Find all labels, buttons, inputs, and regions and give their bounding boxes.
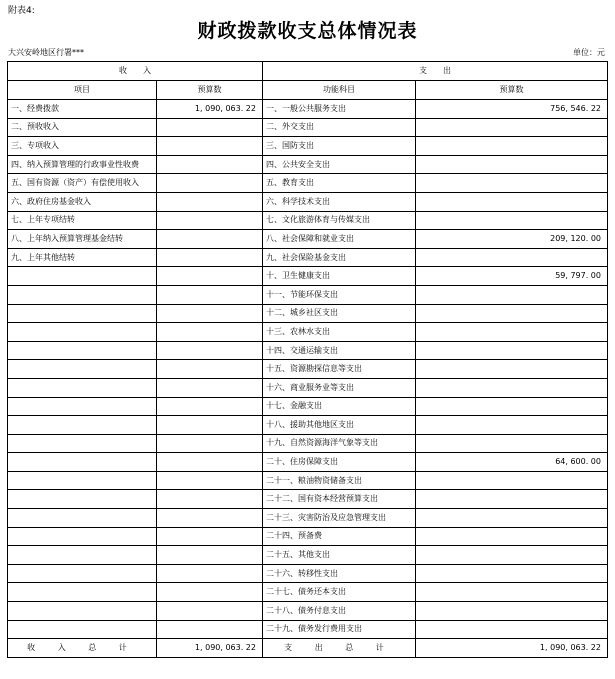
expense-item-cell: 二十一、粮油物资储备支出 (263, 471, 416, 490)
expense-item-cell: 十、卫生健康支出 (263, 267, 416, 286)
expense-total-value: 1, 090, 063. 22 (416, 639, 608, 658)
income-value-cell (157, 397, 263, 416)
income-item-cell: 六、政府住房基金收入 (8, 192, 157, 211)
income-item-cell (8, 602, 157, 621)
section-header-row (8, 62, 608, 81)
expense-value-cell (416, 397, 608, 416)
expense-item-cell: 四、公共安全支出 (263, 155, 416, 174)
expense-item-cell: 五、教育支出 (263, 174, 416, 193)
income-value-cell (157, 564, 263, 583)
income-item-cell: 二、预收收入 (8, 118, 157, 137)
budget-table (7, 61, 608, 658)
expense-item-cell: 十六、商业服务业等支出 (263, 378, 416, 397)
budget-column-header-left: 预算数 (157, 81, 263, 100)
expense-value-cell: 756, 546. 22 (416, 100, 608, 119)
income-value-cell (157, 434, 263, 453)
expense-value-cell (416, 211, 608, 230)
expense-total-label: 支 出 总 计 (263, 639, 416, 658)
expense-value-cell (416, 118, 608, 137)
income-item-cell (8, 416, 157, 435)
organization-name: 大兴安岭地区行署*** (8, 48, 84, 57)
expense-value-cell (416, 285, 608, 304)
expense-value-cell (416, 192, 608, 211)
income-item-cell (8, 323, 157, 342)
income-value-cell (157, 416, 263, 435)
table-body (8, 100, 608, 639)
expense-value-cell (416, 490, 608, 509)
income-item-cell (8, 564, 157, 583)
table-row (8, 360, 608, 379)
expense-item-cell: 十一、节能环保支出 (263, 285, 416, 304)
expense-item-cell: 六、科学技术支出 (263, 192, 416, 211)
income-value-cell (157, 118, 263, 137)
expense-item-cell: 二十七、债务还本支出 (263, 583, 416, 602)
expense-value-cell (416, 527, 608, 546)
expense-value-cell (416, 602, 608, 621)
income-item-cell (8, 490, 157, 509)
income-item-cell (8, 546, 157, 565)
income-item-cell (8, 397, 157, 416)
expense-value-cell (416, 323, 608, 342)
expense-value-cell (416, 137, 608, 156)
income-total-label: 收 入 总 计 (8, 639, 157, 658)
expense-item-cell: 七、文化旅游体育与传媒支出 (263, 211, 416, 230)
table-row (8, 416, 608, 435)
expense-item-cell: 二、外交支出 (263, 118, 416, 137)
income-item-cell (8, 620, 157, 639)
expense-value-cell (416, 248, 608, 267)
income-value-cell (157, 602, 263, 621)
income-value-cell (157, 285, 263, 304)
income-item-cell (8, 267, 157, 286)
income-item-cell (8, 304, 157, 323)
expense-section-header: 支 出 (263, 62, 608, 81)
expense-item-cell: 十八、援助其他地区支出 (263, 416, 416, 435)
table-row (8, 155, 608, 174)
income-item-cell (8, 471, 157, 490)
table-row (8, 602, 608, 621)
expense-item-cell: 二十八、债务付息支出 (263, 602, 416, 621)
table-row (8, 434, 608, 453)
income-value-cell (157, 471, 263, 490)
expense-value-cell (416, 341, 608, 360)
expense-value-cell (416, 564, 608, 583)
table-row (8, 583, 608, 602)
table-row (8, 453, 608, 472)
expense-item-cell: 十二、城乡社区支出 (263, 304, 416, 323)
expense-item-cell: 十七、金融支出 (263, 397, 416, 416)
income-value-cell (157, 323, 263, 342)
income-item-cell: 七、上年专项结转 (8, 211, 157, 230)
income-total-value: 1, 090, 063. 22 (157, 639, 263, 658)
income-item-cell: 五、国有资源（资产）有偿使用收入 (8, 174, 157, 193)
expense-value-cell (416, 620, 608, 639)
income-value-cell (157, 304, 263, 323)
expense-item-cell: 十三、农林水支出 (263, 323, 416, 342)
table-row (8, 230, 608, 249)
income-value-cell (157, 360, 263, 379)
function-column-header: 功能科目 (263, 81, 416, 100)
table-row (8, 248, 608, 267)
table-row (8, 509, 608, 528)
table-row (8, 527, 608, 546)
column-header-row (8, 81, 608, 100)
income-value-cell (157, 137, 263, 156)
income-value-cell (157, 192, 263, 211)
income-item-cell: 九、上年其他结转 (8, 248, 157, 267)
item-column-header: 项目 (8, 81, 157, 100)
attachment-label: 附表4: (8, 6, 35, 16)
table-row (8, 267, 608, 286)
table-row (8, 174, 608, 193)
income-value-cell (157, 174, 263, 193)
expense-item-cell: 二十四、预备费 (263, 527, 416, 546)
income-value-cell (157, 509, 263, 528)
table-row (8, 378, 608, 397)
expense-value-cell: 64, 600. 00 (416, 453, 608, 472)
income-section-header: 收 入 (8, 62, 263, 81)
expense-value-cell (416, 155, 608, 174)
table-row (8, 211, 608, 230)
table-row (8, 397, 608, 416)
expense-item-cell: 二十三、灾害防治及应急管理支出 (263, 509, 416, 528)
income-value-cell (157, 155, 263, 174)
income-value-cell (157, 527, 263, 546)
expense-item-cell: 一、一般公共服务支出 (263, 100, 416, 119)
table-row (8, 471, 608, 490)
income-item-cell (8, 583, 157, 602)
expense-value-cell (416, 416, 608, 435)
table-row (8, 192, 608, 211)
expense-item-cell: 二十五、其他支出 (263, 546, 416, 565)
page-title: 财政拨款收支总体情况表 (197, 20, 418, 42)
expense-value-cell (416, 378, 608, 397)
income-item-cell (8, 434, 157, 453)
table-row (8, 100, 608, 119)
income-item-cell (8, 527, 157, 546)
income-value-cell (157, 583, 263, 602)
table-row (8, 304, 608, 323)
expense-item-cell: 三、国防支出 (263, 137, 416, 156)
income-item-cell: 一、经费拨款 (8, 100, 157, 119)
income-value-cell: 1, 090, 063. 22 (157, 100, 263, 119)
expense-value-cell: 59, 797. 00 (416, 267, 608, 286)
income-item-cell (8, 341, 157, 360)
table-row (8, 546, 608, 565)
expense-value-cell (416, 434, 608, 453)
table-row (8, 490, 608, 509)
expense-item-cell: 二十六、转移性支出 (263, 564, 416, 583)
expense-value-cell (416, 583, 608, 602)
budget-column-header-right: 预算数 (416, 81, 608, 100)
table-row (8, 137, 608, 156)
table-row (8, 118, 608, 137)
expense-value-cell (416, 546, 608, 565)
unit-label: 单位：元 (573, 48, 605, 57)
table-row (8, 285, 608, 304)
income-value-cell (157, 230, 263, 249)
income-item-cell: 八、上年纳入预算管理基金结转 (8, 230, 157, 249)
expense-item-cell: 二十九、债务发行费用支出 (263, 620, 416, 639)
income-value-cell (157, 490, 263, 509)
expense-item-cell: 八、社会保障和就业支出 (263, 230, 416, 249)
expense-value-cell (416, 509, 608, 528)
expense-item-cell: 九、社会保险基金支出 (263, 248, 416, 267)
income-value-cell (157, 453, 263, 472)
income-item-cell (8, 285, 157, 304)
income-value-cell (157, 341, 263, 360)
income-item-cell (8, 360, 157, 379)
income-value-cell (157, 620, 263, 639)
table-row (8, 323, 608, 342)
income-value-cell (157, 211, 263, 230)
expense-value-cell (416, 360, 608, 379)
income-item-cell: 四、纳入预算管理的行政事业性收费 (8, 155, 157, 174)
expense-item-cell: 十九、自然资源海洋气象等支出 (263, 434, 416, 453)
income-item-cell (8, 509, 157, 528)
expense-item-cell: 二十、住房保障支出 (263, 453, 416, 472)
income-value-cell (157, 248, 263, 267)
expense-value-cell: 209, 120. 00 (416, 230, 608, 249)
expense-value-cell (416, 174, 608, 193)
income-item-cell (8, 378, 157, 397)
table-row (8, 341, 608, 360)
table-row (8, 564, 608, 583)
expense-item-cell: 十五、资源勘探信息等支出 (263, 360, 416, 379)
income-value-cell (157, 378, 263, 397)
income-value-cell (157, 267, 263, 286)
expense-item-cell: 二十二、国有资本经营预算支出 (263, 490, 416, 509)
expense-value-cell (416, 471, 608, 490)
income-value-cell (157, 546, 263, 565)
income-item-cell (8, 453, 157, 472)
table-row (8, 620, 608, 639)
expense-item-cell: 十四、交通运输支出 (263, 341, 416, 360)
expense-value-cell (416, 304, 608, 323)
income-item-cell: 三、专项收入 (8, 137, 157, 156)
totals-row (8, 639, 608, 658)
